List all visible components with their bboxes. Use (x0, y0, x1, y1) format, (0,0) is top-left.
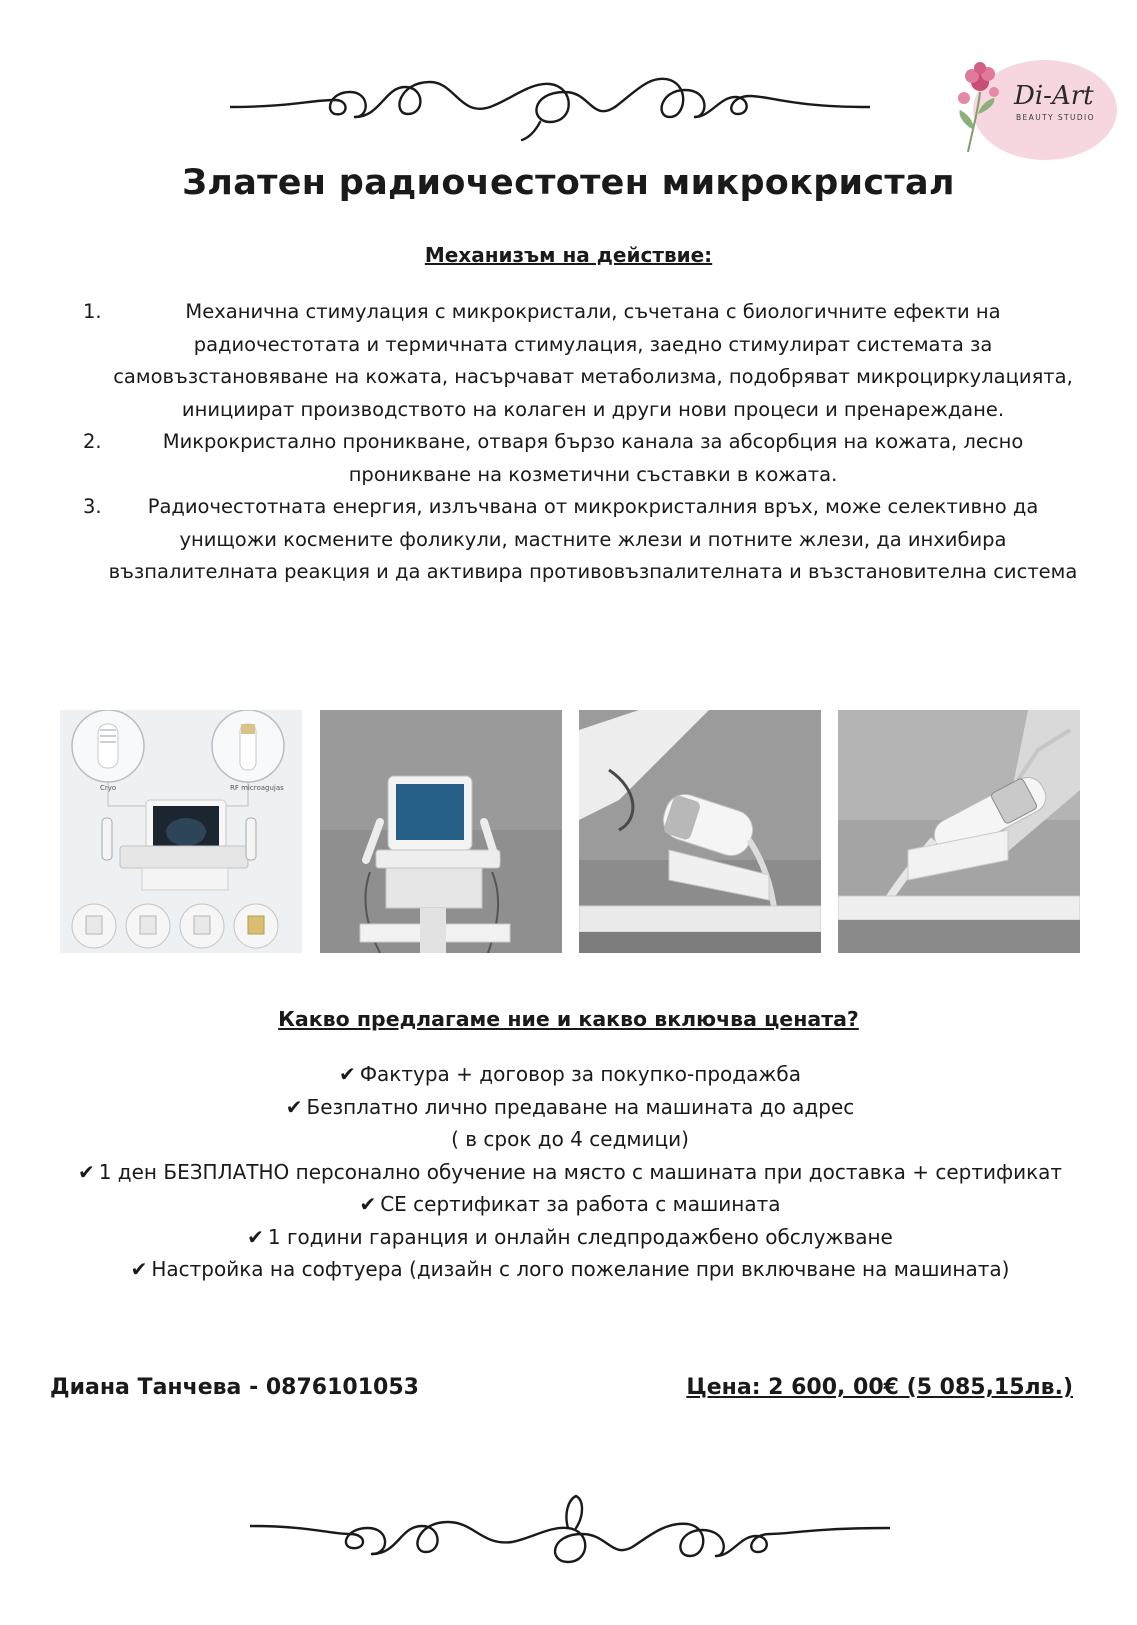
offer-heading: Какво предлагаме ние и какво включва цената? (278, 1007, 859, 1031)
check-icon: ✔ (339, 1062, 356, 1086)
list-item (70, 1188, 1070, 1221)
offer-text: CE сертификат за работа с машината (380, 1192, 781, 1216)
contact-info: Диана Танчева - 0876101053 (50, 1375, 419, 1400)
logo-subtitle: BEAUTY STUDIO (1016, 113, 1095, 122)
list-number: 2. (83, 430, 102, 453)
product-photo-device (320, 710, 562, 953)
product-photo-overview (60, 710, 302, 953)
offer-text: 1 години гаранция и онлайн следпродажбено обслужване (267, 1224, 893, 1249)
list-text: Радиочестотната енергия, излъчвана от микрокристалния връх, може селективно да унищожи космените фоликули, мастните жлези и потните жлези, да инхибира възпалителната реакция и да активира противовъзпалителната и възстановителна система (108, 495, 1078, 583)
bottom-flourish-ornament (250, 1486, 890, 1574)
offer-text: Фактура + договор за покупко-продажба (359, 1062, 801, 1086)
check-icon: ✔ (359, 1192, 377, 1216)
price-label: Цена: 2 600, 00€ (5 085,15лв.) (686, 1375, 1073, 1400)
list-item (70, 1058, 1070, 1091)
offer-note: ( в срок до 4 седмици) (451, 1127, 689, 1151)
product-photo-handpiece-cryo (579, 710, 821, 953)
page-title: Златен радиочестотен микрокристал (182, 163, 955, 203)
list-item (78, 491, 1078, 589)
product-photo-handpiece-rf (838, 710, 1080, 953)
check-icon: ✔ (130, 1257, 148, 1281)
label-microagujas: RF microagujas (230, 784, 284, 792)
offer-list (70, 1058, 1070, 1286)
list-number: 1. (83, 300, 102, 323)
list-item (78, 296, 1078, 426)
list-item (70, 1253, 1070, 1286)
logo-script: Di-Art (1014, 81, 1094, 111)
mechanism-heading: Механизъм на действие: (424, 243, 713, 267)
offer-text: 1 ден БЕЗПЛАТНО персонално обучение на място с машината при доставка + сертификат (98, 1159, 1063, 1184)
label-cryo: Cryo (100, 784, 117, 792)
list-item (70, 1156, 1070, 1189)
list-text: Микрокристално проникване, отваря бързо канала за абсорбция на кожата, лесно проникване на козметични съставки в кожата. (162, 430, 1024, 486)
check-icon: ✔ (77, 1159, 95, 1184)
list-item (70, 1221, 1070, 1254)
list-number: 3. (83, 495, 102, 518)
offer-text: Безплатно лично предаване на машината до адрес (306, 1094, 855, 1119)
offer-text: Настройка на софтуера (дизайн с лого пожелание при включване на машината) (151, 1257, 1010, 1281)
mechanism-list (78, 296, 1078, 589)
check-icon: ✔ (247, 1224, 264, 1249)
top-flourish-ornament (230, 62, 870, 142)
list-item (78, 426, 1078, 491)
check-icon: ✔ (285, 1094, 303, 1119)
brand-logo (950, 52, 1118, 170)
list-item (70, 1091, 1070, 1156)
list-text: Механична стимулация с микрокристали, съчетана с биологичните ефекти на радиочестотата и термичната стимулация, заедно стимулират системата за самовъзстановяване на кожата, насърчават метаболизма, подобряват микроциркулацията, инициират производството на колаген и други нови процеси и пренареждане. (113, 300, 1073, 421)
